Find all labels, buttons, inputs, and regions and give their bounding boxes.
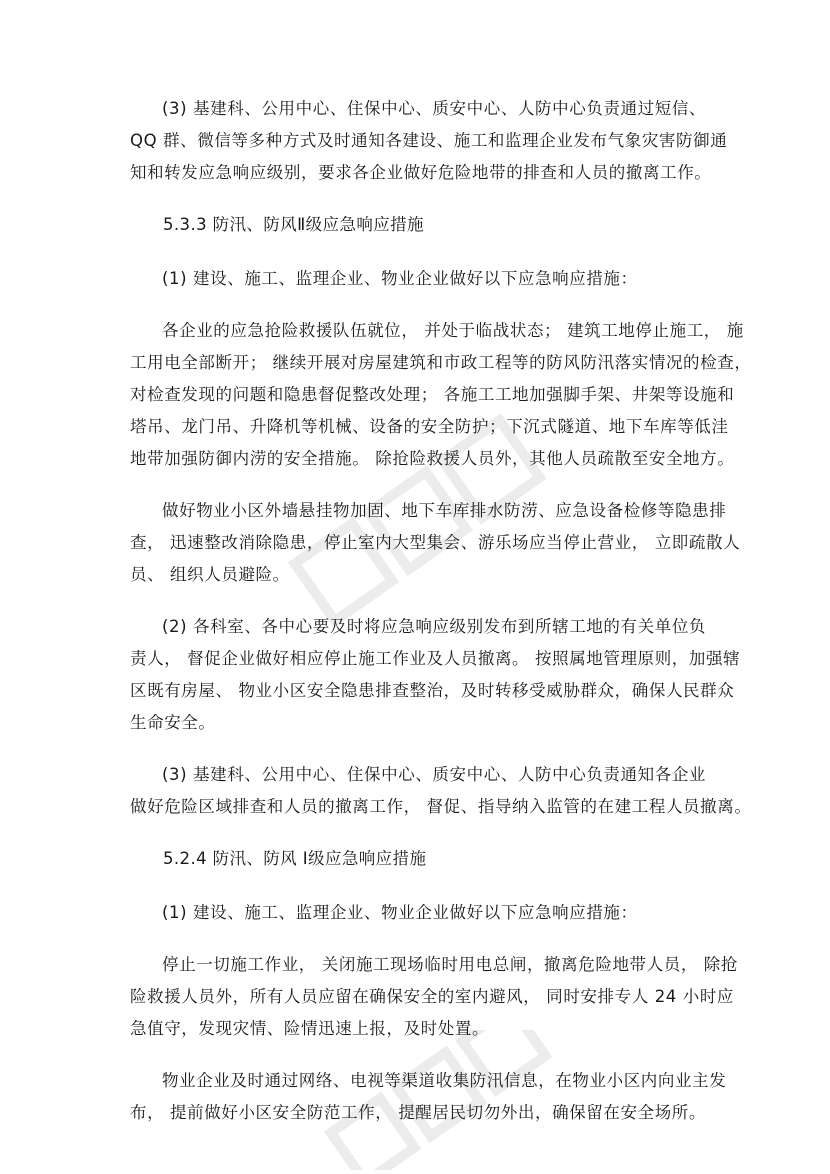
text-line: 物业企业及时通过网络、电视等渠道收集防汛信息，在物业小区内向业主发: [162, 1071, 727, 1090]
paragraph-measures-intro: [130, 263, 710, 295]
text-line: (3) 基建科、公用中心、住保中心、质安中心、人防中心负责通知各企业: [162, 765, 707, 784]
text-line: 员、 组织人员避险。: [130, 565, 290, 584]
paragraph-stop-work: [130, 949, 738, 1045]
text-line: 做好危险区域排查和人员的撤离工作， 督促、指导纳入监管的在建工程人员撤离。: [130, 797, 752, 816]
paragraph-centers-notify: [130, 759, 752, 823]
text-line: 做好物业小区外墙悬挂物加固、地下车库排水防涝、应急设备检修等隐患排: [162, 501, 727, 520]
text-line: 知和转发应急响应级别，要求各企业做好危险地带的排查和人员的撤离工作。: [130, 163, 712, 182]
text-line: 各企业的应急抢险救援队伍就位， 并处于临战状态； 建筑工地停止施工， 施: [162, 321, 744, 340]
document-body: [130, 93, 752, 1149]
text-line: (1) 建设、施工、监理企业、物业企业做好以下应急响应措施：: [162, 269, 638, 288]
section-heading-level-1: [130, 843, 710, 875]
text-line: 急值守，发现灾情、险情迅速上报，及时处置。: [130, 1019, 490, 1038]
text-line: (2) 各科室、各中心要及时将应急响应级别发布到所辖工地的有关单位负: [162, 617, 707, 636]
paragraph-property-inspection: [130, 495, 741, 591]
text-line: 生命安全。: [130, 713, 216, 732]
text-line: 责人， 督促企业做好相应停止施工作业及人员撤离。 按照属地管理原则，加强辖: [130, 649, 741, 668]
text-line: QQ 群、微信等多种方式及时通知各建设、施工和监理企业发布气象灾害防御通: [130, 131, 728, 150]
text-line: 布， 提前做好小区安全防范工作， 提醒居民切勿外出，确保留在安全场所。: [130, 1103, 706, 1122]
paragraph-departments-publish: [130, 611, 741, 739]
text-line: 地带加强防御内涝的安全措施。 除抢险救援人员外，其他人员疏散至安全地方。: [130, 449, 735, 468]
text-line: (1) 建设、施工、监理企业、物业企业做好以下应急响应措施：: [162, 903, 638, 922]
heading-text: 5.3.3 防汛、防风Ⅱ级应急响应措施: [163, 215, 424, 234]
heading-text: 5.2.4 防汛、防风 Ⅰ级应急响应措施: [163, 849, 427, 868]
text-line: (3) 基建科、公用中心、住保中心、质安中心、人防中心负责通过短信、: [162, 99, 707, 118]
paragraph-notify-weather: [130, 93, 728, 189]
text-line: 对检查发现的问题和隐患督促整改处理； 各施工工地加强脚手架、井架等设施和: [130, 385, 735, 404]
paragraph-property-companies: [130, 1065, 727, 1129]
text-line: 险救援人员外，所有人员应留在确保安全的室内避风， 同时安排专人 24 小时应: [130, 987, 735, 1006]
paragraph-measures-intro-level-1: [130, 897, 710, 929]
section-heading-level-2: [130, 209, 710, 241]
text-line: 停止一切施工作业， 关闭施工现场临时用电总闸，撤离危险地带人员， 除抢: [162, 955, 738, 974]
text-line: 塔吊、龙门吊、升降机等机械、设备的安全防护；下沉式隧道、地下车库等低洼: [130, 417, 729, 436]
text-line: 工用电全部断开； 继续开展对房屋建筑和市政工程等的防风防汛落实情况的检查，: [130, 353, 752, 372]
text-line: 查， 迅速整改消除隐患，停止室内大型集会、游乐场应当停止营业， 立即疏散人: [130, 533, 741, 552]
paragraph-rescue-teams: [130, 315, 752, 475]
text-line: 区既有房屋、 物业小区安全隐患排查整治，及时转移受威胁群众，确保人民群众: [130, 681, 735, 700]
